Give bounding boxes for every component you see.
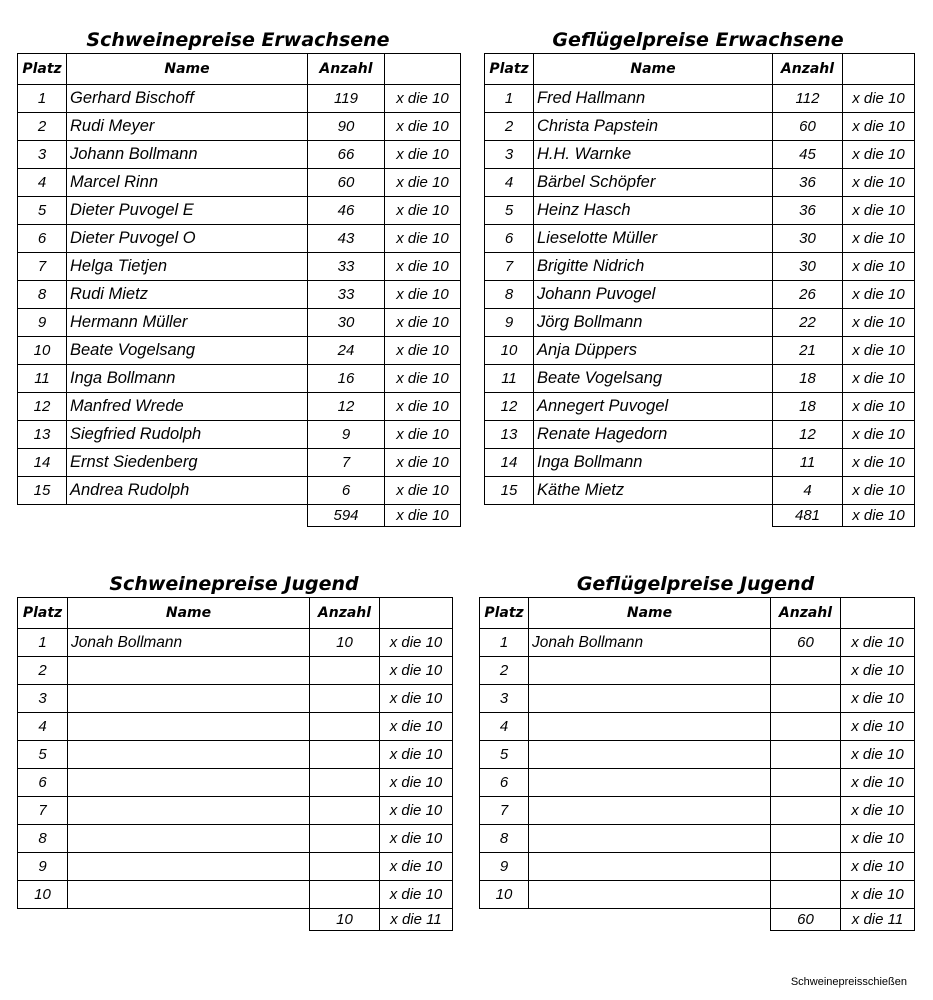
cell-anzahl: 36 — [773, 197, 843, 225]
cell-platz: 1 — [480, 629, 529, 657]
cell-platz: 2 — [18, 113, 67, 141]
header-anzahl: Anzahl — [771, 598, 841, 629]
table-row — [18, 797, 453, 825]
cell-platz: 1 — [18, 85, 67, 113]
cell-platz: 12 — [18, 393, 67, 421]
cell-platz: 10 — [485, 337, 534, 365]
header-platz: Platz — [18, 598, 68, 629]
cell-multiplier: x die 10 — [385, 421, 461, 449]
cell-multiplier: x die 10 — [385, 141, 461, 169]
table-row — [485, 225, 915, 253]
table-row — [480, 769, 915, 797]
cell-anzahl — [771, 769, 841, 797]
cell-anzahl: 16 — [308, 365, 385, 393]
table-row — [485, 253, 915, 281]
cell-name: Dieter Puvogel E — [67, 197, 308, 225]
cell-multiplier: x die 10 — [841, 657, 915, 685]
cell-platz: 6 — [485, 225, 534, 253]
cell-anzahl: 60 — [773, 113, 843, 141]
table-row — [485, 197, 915, 225]
cell-platz: 2 — [480, 657, 529, 685]
cell-platz: 4 — [18, 713, 68, 741]
cell-anzahl: 30 — [773, 225, 843, 253]
table-row — [18, 421, 461, 449]
header-anzahl: Anzahl — [308, 54, 385, 85]
cell-multiplier: x die 10 — [841, 629, 915, 657]
table-schweinepreise-erwachsene — [17, 53, 461, 527]
cell-multiplier: x die 10 — [841, 825, 915, 853]
title-schweinepreise-erwachsene: Schweinepreise Erwachsene — [86, 29, 390, 51]
cell-name: Brigitte Nidrich — [534, 253, 773, 281]
cell-name: Christa Papstein — [534, 113, 773, 141]
total-multiplier: x die 10 — [843, 505, 915, 527]
header-anzahl: Anzahl — [773, 54, 843, 85]
total-spacer — [529, 909, 771, 931]
cell-platz: 3 — [485, 141, 534, 169]
header-row — [485, 54, 915, 85]
cell-anzahl — [310, 713, 380, 741]
header-name: Name — [534, 54, 773, 85]
cell-name — [529, 825, 771, 853]
table-row — [18, 881, 453, 909]
table-row — [485, 365, 915, 393]
cell-name — [68, 825, 310, 853]
cell-multiplier: x die 10 — [841, 685, 915, 713]
cell-anzahl: 60 — [771, 629, 841, 657]
cell-platz: 3 — [18, 685, 68, 713]
table-row — [18, 477, 461, 505]
cell-platz: 3 — [18, 141, 67, 169]
cell-multiplier: x die 10 — [843, 253, 915, 281]
table-row — [18, 113, 461, 141]
cell-platz: 10 — [480, 881, 529, 909]
cell-multiplier: x die 10 — [385, 225, 461, 253]
cell-name: Inga Bollmann — [534, 449, 773, 477]
cell-platz: 9 — [18, 853, 68, 881]
cell-anzahl — [771, 713, 841, 741]
cell-anzahl: 60 — [308, 169, 385, 197]
cell-anzahl: 4 — [773, 477, 843, 505]
cell-name: Helga Tietjen — [67, 253, 308, 281]
cell-platz: 14 — [18, 449, 67, 477]
cell-name: Bärbel Schöpfer — [534, 169, 773, 197]
cell-anzahl — [310, 741, 380, 769]
cell-anzahl: 66 — [308, 141, 385, 169]
cell-anzahl — [771, 685, 841, 713]
cell-name: Heinz Hasch — [534, 197, 773, 225]
header-name: Name — [67, 54, 308, 85]
cell-name: Rudi Mietz — [67, 281, 308, 309]
table-row — [480, 881, 915, 909]
table-row — [18, 309, 461, 337]
cell-name: Fred Hallmann — [534, 85, 773, 113]
cell-platz: 15 — [485, 477, 534, 505]
cell-multiplier: x die 10 — [385, 393, 461, 421]
cell-anzahl: 90 — [308, 113, 385, 141]
table-row — [18, 685, 453, 713]
cell-name — [68, 881, 310, 909]
cell-multiplier: x die 10 — [380, 881, 453, 909]
cell-platz: 7 — [480, 797, 529, 825]
cell-anzahl: 6 — [308, 477, 385, 505]
cell-multiplier: x die 10 — [385, 309, 461, 337]
table-schweinepreise-jugend — [17, 597, 453, 931]
cell-anzahl: 30 — [308, 309, 385, 337]
table-row — [18, 197, 461, 225]
cell-multiplier: x die 10 — [843, 113, 915, 141]
cell-multiplier: x die 10 — [385, 113, 461, 141]
table-row — [18, 281, 461, 309]
table-row — [485, 281, 915, 309]
cell-anzahl — [310, 657, 380, 685]
header-platz: Platz — [18, 54, 67, 85]
cell-anzahl: 26 — [773, 281, 843, 309]
cell-anzahl — [771, 853, 841, 881]
table-row — [480, 713, 915, 741]
cell-multiplier: x die 10 — [843, 393, 915, 421]
cell-name: Anja Düppers — [534, 337, 773, 365]
cell-platz: 2 — [485, 113, 534, 141]
table-row — [18, 393, 461, 421]
table-row — [18, 85, 461, 113]
cell-multiplier: x die 10 — [385, 477, 461, 505]
total-row — [485, 505, 915, 527]
cell-multiplier: x die 10 — [841, 769, 915, 797]
cell-name — [68, 657, 310, 685]
cell-platz: 1 — [18, 629, 68, 657]
cell-multiplier: x die 10 — [385, 365, 461, 393]
cell-multiplier: x die 10 — [843, 225, 915, 253]
table-row — [18, 141, 461, 169]
table-row — [480, 797, 915, 825]
cell-platz: 6 — [480, 769, 529, 797]
cell-platz: 11 — [18, 365, 67, 393]
table-row — [18, 337, 461, 365]
cell-anzahl: 18 — [773, 393, 843, 421]
cell-anzahl: 12 — [773, 421, 843, 449]
cell-multiplier: x die 10 — [385, 85, 461, 113]
cell-platz: 8 — [480, 825, 529, 853]
cell-name: Lieselotte Müller — [534, 225, 773, 253]
table-row — [485, 477, 915, 505]
table-row — [485, 393, 915, 421]
table-row — [480, 853, 915, 881]
total-anzahl: 10 — [310, 909, 380, 931]
cell-multiplier: x die 10 — [380, 769, 453, 797]
cell-multiplier: x die 10 — [841, 741, 915, 769]
cell-name — [68, 769, 310, 797]
table-row — [18, 169, 461, 197]
cell-platz: 2 — [18, 657, 68, 685]
cell-name: Andrea Rudolph — [67, 477, 308, 505]
cell-anzahl: 21 — [773, 337, 843, 365]
header-row — [18, 598, 453, 629]
cell-name — [529, 713, 771, 741]
total-row — [18, 909, 453, 931]
cell-anzahl: 9 — [308, 421, 385, 449]
cell-platz: 10 — [18, 337, 67, 365]
cell-name: Dieter Puvogel O — [67, 225, 308, 253]
total-anzahl: 60 — [771, 909, 841, 931]
cell-anzahl: 46 — [308, 197, 385, 225]
cell-anzahl: 11 — [773, 449, 843, 477]
cell-name — [529, 685, 771, 713]
table-row — [18, 629, 453, 657]
cell-name: Rudi Meyer — [67, 113, 308, 141]
footer-label: Schweinepreisschießen — [790, 976, 907, 988]
total-multiplier: x die 10 — [385, 505, 461, 527]
cell-multiplier: x die 10 — [843, 365, 915, 393]
cell-anzahl: 33 — [308, 281, 385, 309]
cell-platz: 13 — [18, 421, 67, 449]
cell-multiplier: x die 10 — [380, 741, 453, 769]
cell-name — [529, 741, 771, 769]
cell-platz: 4 — [485, 169, 534, 197]
cell-name: Johann Bollmann — [67, 141, 308, 169]
table-row — [485, 169, 915, 197]
cell-name: Jörg Bollmann — [534, 309, 773, 337]
table-row — [485, 113, 915, 141]
table-gefluegelpreise-jugend — [479, 597, 915, 931]
cell-name: Annegert Puvogel — [534, 393, 773, 421]
cell-platz: 8 — [18, 281, 67, 309]
cell-platz: 5 — [18, 197, 67, 225]
cell-anzahl — [771, 657, 841, 685]
table-row — [480, 685, 915, 713]
cell-platz: 5 — [18, 741, 68, 769]
cell-name: Inga Bollmann — [67, 365, 308, 393]
cell-name — [529, 769, 771, 797]
cell-platz: 7 — [485, 253, 534, 281]
cell-name: Siegfried Rudolph — [67, 421, 308, 449]
cell-name: Jonah Bollmann — [68, 629, 310, 657]
cell-anzahl: 33 — [308, 253, 385, 281]
table-row — [480, 741, 915, 769]
cell-name: Ernst Siedenberg — [67, 449, 308, 477]
cell-anzahl — [310, 685, 380, 713]
cell-multiplier: x die 10 — [843, 281, 915, 309]
cell-platz: 4 — [480, 713, 529, 741]
cell-multiplier: x die 10 — [843, 197, 915, 225]
table-row — [485, 337, 915, 365]
cell-multiplier: x die 10 — [380, 685, 453, 713]
cell-multiplier: x die 10 — [385, 449, 461, 477]
header-anzahl: Anzahl — [310, 598, 380, 629]
total-spacer — [485, 505, 534, 527]
cell-platz: 5 — [485, 197, 534, 225]
cell-platz: 6 — [18, 769, 68, 797]
cell-name — [529, 797, 771, 825]
title-gefluegelpreise-jugend: Geflügelpreise Jugend — [576, 573, 815, 595]
total-spacer — [18, 909, 68, 931]
cell-name — [68, 713, 310, 741]
cell-anzahl: 36 — [773, 169, 843, 197]
total-row — [18, 505, 461, 527]
cell-name — [68, 853, 310, 881]
cell-platz: 14 — [485, 449, 534, 477]
header-row — [18, 54, 461, 85]
cell-multiplier: x die 10 — [385, 253, 461, 281]
cell-platz: 7 — [18, 797, 68, 825]
total-anzahl: 594 — [308, 505, 385, 527]
cell-anzahl: 12 — [308, 393, 385, 421]
cell-anzahl — [310, 769, 380, 797]
cell-multiplier: x die 10 — [841, 797, 915, 825]
cell-name — [529, 881, 771, 909]
cell-anzahl: 22 — [773, 309, 843, 337]
cell-multiplier: x die 10 — [843, 309, 915, 337]
cell-name: Beate Vogelsang — [67, 337, 308, 365]
cell-multiplier: x die 10 — [841, 881, 915, 909]
cell-platz: 9 — [485, 309, 534, 337]
cell-name: Renate Hagedorn — [534, 421, 773, 449]
cell-name: Manfred Wrede — [67, 393, 308, 421]
cell-platz: 1 — [485, 85, 534, 113]
cell-platz: 6 — [18, 225, 67, 253]
cell-multiplier: x die 10 — [385, 197, 461, 225]
cell-multiplier: x die 10 — [843, 169, 915, 197]
cell-platz: 12 — [485, 393, 534, 421]
cell-multiplier: x die 10 — [841, 713, 915, 741]
cell-name: Johann Puvogel — [534, 281, 773, 309]
total-spacer — [68, 909, 310, 931]
total-spacer — [480, 909, 529, 931]
cell-anzahl: 30 — [773, 253, 843, 281]
table-row — [18, 365, 461, 393]
cell-platz: 8 — [485, 281, 534, 309]
total-spacer — [67, 505, 308, 527]
cell-platz: 13 — [485, 421, 534, 449]
cell-anzahl: 18 — [773, 365, 843, 393]
cell-multiplier: x die 10 — [380, 629, 453, 657]
header-blank — [843, 54, 915, 85]
table-row — [480, 825, 915, 853]
table-row — [18, 657, 453, 685]
table-row — [18, 449, 461, 477]
cell-anzahl: 7 — [308, 449, 385, 477]
table-row — [18, 741, 453, 769]
total-multiplier: x die 11 — [841, 909, 915, 931]
cell-multiplier: x die 10 — [380, 825, 453, 853]
cell-anzahl: 10 — [310, 629, 380, 657]
cell-name: Käthe Mietz — [534, 477, 773, 505]
header-row — [480, 598, 915, 629]
cell-anzahl: 119 — [308, 85, 385, 113]
cell-anzahl — [771, 825, 841, 853]
header-blank — [380, 598, 453, 629]
total-anzahl: 481 — [773, 505, 843, 527]
cell-platz: 7 — [18, 253, 67, 281]
table-row — [18, 769, 453, 797]
cell-multiplier: x die 10 — [380, 657, 453, 685]
cell-platz: 9 — [18, 309, 67, 337]
table-row — [18, 225, 461, 253]
table-row — [485, 85, 915, 113]
table-row — [485, 449, 915, 477]
cell-multiplier: x die 10 — [385, 169, 461, 197]
cell-multiplier: x die 10 — [843, 421, 915, 449]
total-row — [480, 909, 915, 931]
cell-name: H.H. Warnke — [534, 141, 773, 169]
cell-multiplier: x die 10 — [380, 797, 453, 825]
cell-multiplier: x die 10 — [843, 449, 915, 477]
title-schweinepreise-jugend: Schweinepreise Jugend — [109, 573, 359, 595]
cell-name: Marcel Rinn — [67, 169, 308, 197]
title-gefluegelpreise-erwachsene: Geflügelpreise Erwachsene — [552, 29, 844, 51]
cell-multiplier: x die 10 — [385, 281, 461, 309]
cell-platz: 8 — [18, 825, 68, 853]
cell-platz: 3 — [480, 685, 529, 713]
cell-name — [68, 797, 310, 825]
cell-platz: 9 — [480, 853, 529, 881]
header-platz: Platz — [485, 54, 534, 85]
header-blank — [385, 54, 461, 85]
header-platz: Platz — [480, 598, 529, 629]
cell-name: Gerhard Bischoff — [67, 85, 308, 113]
cell-platz: 11 — [485, 365, 534, 393]
cell-anzahl — [771, 741, 841, 769]
cell-multiplier: x die 10 — [843, 337, 915, 365]
table-row — [18, 253, 461, 281]
cell-anzahl — [771, 881, 841, 909]
cell-name: Hermann Müller — [67, 309, 308, 337]
cell-anzahl — [310, 853, 380, 881]
table-row — [485, 309, 915, 337]
table-row — [480, 629, 915, 657]
table-row — [18, 713, 453, 741]
cell-platz: 5 — [480, 741, 529, 769]
table-row — [480, 657, 915, 685]
table-row — [18, 853, 453, 881]
cell-name — [68, 685, 310, 713]
table-gefluegelpreise-erwachsene — [484, 53, 915, 527]
table-row — [18, 825, 453, 853]
cell-name: Beate Vogelsang — [534, 365, 773, 393]
cell-name — [529, 853, 771, 881]
cell-platz: 10 — [18, 881, 68, 909]
cell-anzahl: 43 — [308, 225, 385, 253]
total-spacer — [18, 505, 67, 527]
cell-anzahl — [310, 825, 380, 853]
header-blank — [841, 598, 915, 629]
cell-name — [529, 657, 771, 685]
cell-multiplier: x die 10 — [843, 141, 915, 169]
cell-name: Jonah Bollmann — [529, 629, 771, 657]
cell-anzahl — [310, 797, 380, 825]
cell-multiplier: x die 10 — [843, 85, 915, 113]
cell-multiplier: x die 10 — [841, 853, 915, 881]
table-row — [485, 421, 915, 449]
cell-name — [68, 741, 310, 769]
cell-multiplier: x die 10 — [380, 713, 453, 741]
cell-multiplier: x die 10 — [380, 853, 453, 881]
cell-platz: 15 — [18, 477, 67, 505]
cell-anzahl: 45 — [773, 141, 843, 169]
total-spacer — [534, 505, 773, 527]
header-name: Name — [529, 598, 771, 629]
total-multiplier: x die 11 — [380, 909, 453, 931]
cell-anzahl: 24 — [308, 337, 385, 365]
cell-anzahl — [771, 797, 841, 825]
header-name: Name — [68, 598, 310, 629]
cell-multiplier: x die 10 — [385, 337, 461, 365]
table-row — [485, 141, 915, 169]
cell-anzahl — [310, 881, 380, 909]
cell-platz: 4 — [18, 169, 67, 197]
cell-anzahl: 112 — [773, 85, 843, 113]
cell-multiplier: x die 10 — [843, 477, 915, 505]
